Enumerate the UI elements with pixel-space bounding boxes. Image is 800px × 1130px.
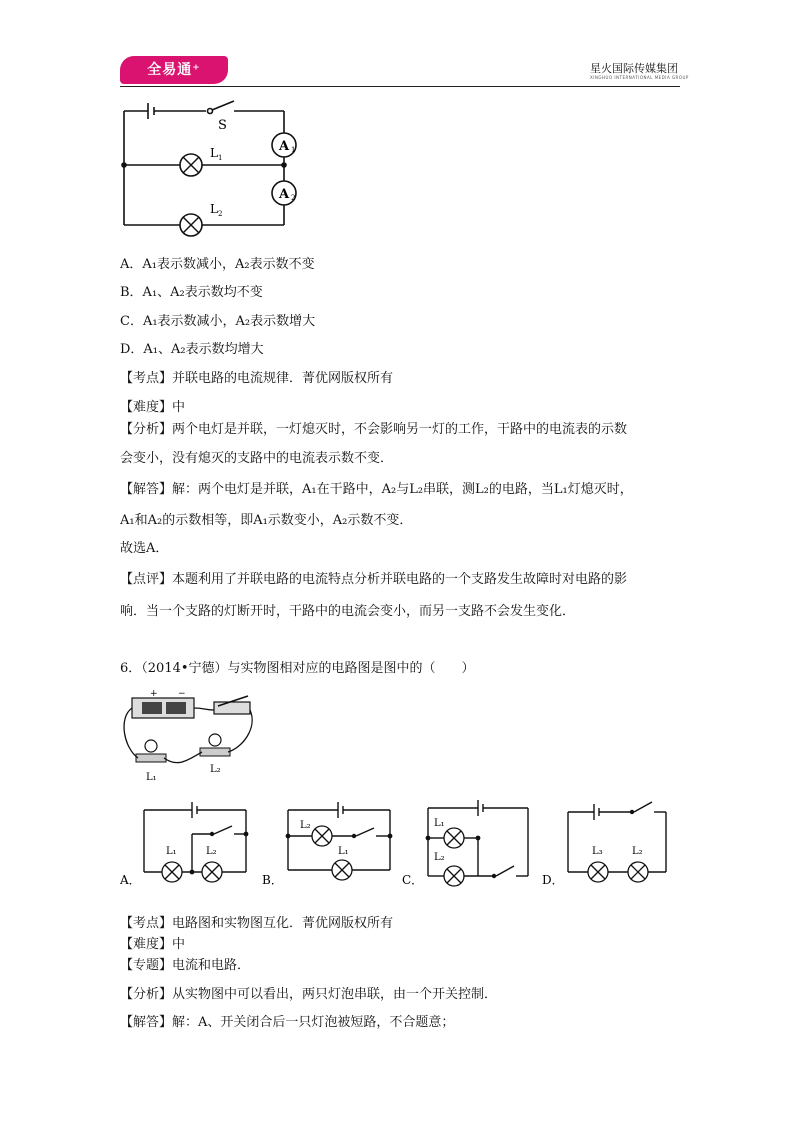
jieda-line-1: 【解答】解：两个电灯是并联，A₁在干路中，A₂与L₂串联，测L₂的电路，当L₁灯熄灭时， — [120, 482, 633, 497]
svg-text:A: A — [278, 187, 290, 202]
brand-subtitle: XINGHUO INTERNATIONAL MEDIA GROUP — [590, 75, 689, 80]
svg-text:1: 1 — [291, 146, 296, 154]
bulb-1-icon — [145, 740, 157, 752]
lamp-icon-b2 — [312, 826, 332, 846]
fenxi-line-1: 【分析】两个电灯是并联，一灯熄灭时，不会影响另一灯的工作，干路中的电流表的示数 — [120, 422, 628, 437]
lamp-icon-c1 — [444, 828, 464, 848]
svg-text:−: − — [178, 689, 186, 699]
header-divider — [120, 86, 680, 87]
choice-diagrams — [118, 798, 678, 890]
diag-a-l2-label: L₂ — [206, 846, 217, 857]
lamp-l1-icon — [180, 154, 202, 176]
battery-cell-2 — [166, 702, 186, 714]
lamp-icon-d2 — [628, 862, 648, 882]
diag-d-l2-label: L₂ — [632, 846, 643, 857]
diag-b-l2-label: L₂ — [300, 820, 311, 831]
q6-nandu-line: 【难度】中 — [120, 937, 186, 952]
switch-blade — [212, 101, 234, 110]
dianping-line-2: 响．当一个支路的灯断开时，干路中的电流会变小，而另一支路不会发生变化． — [120, 604, 576, 619]
logo — [120, 56, 228, 84]
q6-zhuanti-line: 【专题】电流和电路． — [120, 958, 251, 973]
logo-text: 全易通 — [147, 62, 193, 78]
bulb-2-icon — [209, 734, 221, 746]
svg-text:+: + — [150, 689, 158, 699]
lamp-base-1 — [136, 754, 166, 762]
dianping-line-1: 【点评】本题利用了并联电路的电流特点分析并联电路的一个支路发生故障时对电路的影 — [120, 572, 628, 587]
logo-plus: ⁺ — [192, 62, 201, 78]
diag-a-l1-label: L₁ — [166, 846, 177, 857]
choice-c-label: C． — [402, 873, 424, 887]
jieda-line-2: A₁和A₂的示数相等，即A₁示数变小，A₂示数不变． — [120, 513, 413, 528]
lamp-icon-d3 — [588, 862, 608, 882]
ammeter-a1-icon — [272, 133, 296, 157]
lamp-icon-a1 — [162, 862, 182, 882]
kaodian-line: 【考点】并联电路的电流规律．菁优网版权所有 — [120, 371, 394, 386]
choice-a-label: A． — [120, 873, 141, 887]
choice-d-label: D． — [542, 873, 564, 887]
q6-fenxi-line: 【分析】从实物图中可以看出，两只灯泡串联，由一个开关控制． — [120, 987, 498, 1002]
question-6-stem: 6．（2014•宁德）与实物图相对应的电路图是图中的（ ） — [120, 661, 475, 676]
q6-kaodian-line: 【考点】电路图和实物图互化．菁优网版权所有 — [120, 916, 394, 931]
diag-c-l1-label: L₁ — [434, 818, 445, 829]
circuit-diagram-1 — [110, 95, 310, 240]
diagram-d — [568, 802, 666, 872]
svg-text:A: A — [278, 139, 290, 154]
q6-jieda-line: 【解答】解：A、开关闭合后一只灯泡被短路，不合题意； — [120, 1015, 455, 1030]
diag-d-l3-label: L₃ — [592, 846, 603, 857]
option-c: C．A₁表示数减小，A₂表示数增大 — [120, 314, 316, 329]
photo-l1-label: L₁ — [146, 772, 157, 783]
battery-cell-1 — [142, 702, 162, 714]
lamp-icon-b1 — [332, 860, 352, 880]
choice-b-label: B． — [262, 873, 283, 887]
nandu-line: 【难度】中 — [120, 400, 186, 415]
lamp-l1-label: $L_1$ — [210, 146, 223, 162]
ammeter-a2-icon — [272, 181, 296, 205]
option-b: B．A₁、A₂表示数均不变 — [120, 285, 263, 300]
svg-text:2: 2 — [291, 194, 296, 202]
lamp-icon-c2 — [444, 866, 464, 886]
physical-circuit-image — [118, 688, 258, 788]
photo-l2-label: L₂ — [210, 764, 221, 775]
diag-c-l2-label: L₂ — [434, 852, 445, 863]
switch-label: S — [218, 118, 227, 133]
conclusion-line: 故选A． — [120, 541, 169, 556]
lamp-l2-icon — [180, 214, 202, 236]
brand-name: 星火国际传媒集团 — [590, 62, 678, 75]
switch-base — [214, 702, 250, 714]
lamp-base-2 — [200, 748, 230, 756]
diag-b-l1-label: L₁ — [338, 846, 349, 857]
option-d: D．A₁、A₂表示数均增大 — [120, 342, 264, 357]
lamp-icon-a2 — [202, 862, 222, 882]
diagram-a — [144, 802, 246, 872]
fenxi-line-2: 会变小，没有熄灭的支路中的电流表示数不变． — [120, 451, 394, 466]
option-a: A．A₁表示数减小，A₂表示数不变 — [120, 257, 315, 272]
lamp-l2-label: $L_2$ — [210, 202, 223, 218]
